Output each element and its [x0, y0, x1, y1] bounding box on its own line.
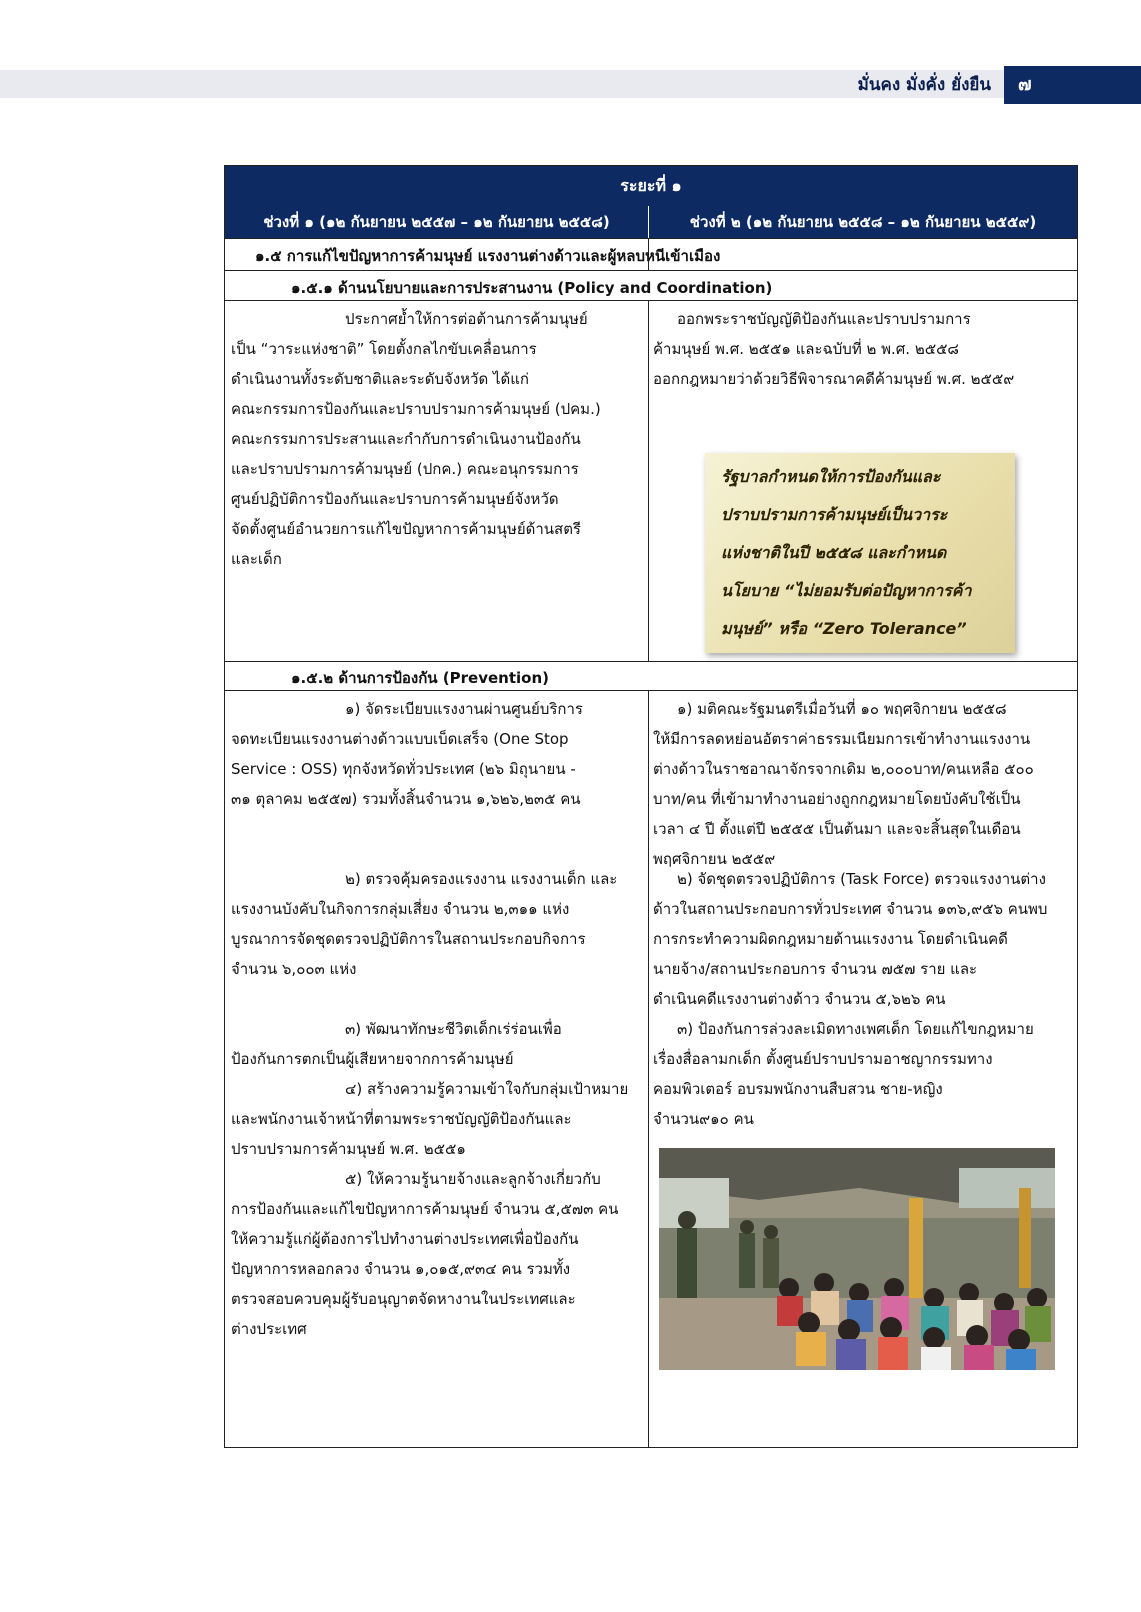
prevention-right-line: ด้าวในสถานประกอบการทั่วประเทศ จำนวน ๑๓๖,๙๕๖ คนพบ	[653, 900, 1048, 918]
policy-callout	[705, 453, 1015, 653]
callout-line: นโยบาย “ไม่ยอมรับต่อปัญหาการค้า	[721, 581, 972, 600]
prevention-right-line: เรื่องสื่อลามกเด็ก ตั้งศูนย์ปราบปรามอาชญากรรมทาง	[653, 1050, 993, 1068]
policy-left-line: ศูนย์ปฏิบัติการป้องกันและปราบการค้ามนุษย์จังหวัด	[231, 490, 559, 508]
prevention-left-line: ตรวจสอบควบคุมผู้รับอนุญาตจัดหางานในประเทศและ	[231, 1290, 576, 1308]
callout-line: แห่งชาติในปี ๒๕๕๘ และกำหนด	[721, 543, 947, 562]
policy-right-line: ออกพระราชบัญญัติป้องกันและปราบปรามการ	[677, 310, 971, 328]
policy-right-line: ออกกฎหมายว่าด้วยวิธีพิจารณาคดีค้ามนุษย์ พ.ศ. ๒๕๕๙	[653, 370, 1015, 388]
prevention-left-line: ๓๑ ตุลาคม ๒๕๕๗) รวมทั้งสิ้นจำนวน ๑,๖๒๖,๒๓๕ คน	[231, 790, 581, 808]
prevention-left-line: Service : OSS) ทุกจังหวัดทั่วประเทศ (๒๖ มิถุนายน -	[231, 760, 576, 778]
callout-line: มนุษย์” หรือ “Zero Tolerance”	[721, 619, 967, 638]
period1-header: ช่วงที่ ๑ (๑๒ กันยายน ๒๕๕๗ – ๑๒ กันยายน ๒๕๕๘)	[225, 206, 648, 238]
policy-left-line: และปราบปรามการค้ามนุษย์ (ปกค.) คณะอนุกรรมการ	[231, 460, 579, 478]
header-slogan: มั่นคง มั่งคั่ง ยั่งยืน	[857, 75, 991, 95]
prevention-left-line: ๓) พัฒนาทักษะชีวิตเด็กเร่ร่อนเพื่อ	[345, 1020, 562, 1038]
prevention-left-line: บูรณาการจัดชุดตรวจปฏิบัติการในสถานประกอบกิจการ	[231, 930, 586, 948]
policy-left-line: คณะกรรมการประสานและกำกับการดำเนินงานป้องกัน	[231, 430, 581, 448]
divider	[648, 690, 649, 1448]
prevention-right-line: ๒) จัดชุดตรวจปฏิบัติการ (Task Force) ตรวจแรงงานต่าง	[677, 870, 1046, 888]
rule	[225, 238, 1077, 239]
prevention-left-line: ปราบปรามการค้ามนุษย์ พ.ศ. ๒๕๕๑	[231, 1140, 466, 1158]
policy-right-line: ค้ามนุษย์ พ.ศ. ๒๕๕๑ และฉบับที่ ๒ พ.ศ. ๒๕๕๘	[653, 340, 960, 358]
prevention-right-line: ๓) ป้องกันการล่วงละเมิดทางเพศเด็ก โดยแก้ไขกฎหมาย	[677, 1020, 1034, 1038]
subsection-prevention-title: ๑.๕.๒ ด้านการป้องกัน (Prevention)	[291, 669, 549, 687]
prevention-left-line: ให้ความรู้แก่ผู้ต้องการไปทำงานต่างประเทศเพื่อป้องกัน	[231, 1230, 579, 1248]
prevention-left-line: ๑) จัดระเบียบแรงงานผ่านศูนย์บริการ	[345, 700, 583, 718]
prevention-left-line: แรงงานบังคับในกิจการกลุ่มเสี่ยง จำนวน ๒,๓๑๑ แห่ง	[231, 900, 570, 918]
prevention-right-line: ดำเนินคดีแรงงานต่างด้าว จำนวน ๕,๖๒๖ คน	[653, 990, 946, 1008]
prevention-left-line: ๕) ให้ความรู้นายจ้างและลูกจ้างเกี่ยวกับ	[345, 1170, 601, 1188]
rule	[225, 661, 1077, 662]
photo-workers-gathering	[659, 1148, 1055, 1370]
prevention-left-line: จดทะเบียนแรงงานต่างด้าวแบบเบ็ดเสร็จ (One Stop	[231, 730, 569, 748]
prevention-left-line: จำนวน ๖,๐๐๓ แห่ง	[231, 960, 357, 978]
prevention-left-line: และพนักงานเจ้าหน้าที่ตามพระราชบัญญัติป้องกันและ	[231, 1110, 572, 1128]
header-divider	[648, 206, 649, 238]
prevention-left-line: ปัญหาการหลอกลวง จำนวน ๑,๐๑๕,๙๓๔ คน รวมทั้ง	[231, 1260, 571, 1278]
policy-left-line: จัดตั้งศูนย์อำนวยการแก้ไขปัญหาการค้ามนุษย์ด้านสตรี	[231, 520, 581, 538]
callout-line: ปราบปรามการค้ามนุษย์เป็นวาระ	[721, 505, 948, 524]
rule	[225, 270, 1077, 271]
page-number: ๗	[1004, 66, 1141, 104]
policy-left-line: ดำเนินงานทั้งระดับชาติและระดับจังหวัด ได้แก่	[231, 370, 529, 388]
subsection-policy-title: ๑.๕.๑ ด้านนโยบายและการประสานงาน (Policy and Coordination)	[291, 279, 773, 297]
prevention-right-line: นายจ้าง/สถานประกอบการ จำนวน ๗๕๗ ราย และ	[653, 960, 978, 978]
prevention-left-line: การป้องกันและแก้ไขปัญหาการค้ามนุษย์ จำนวน ๕,๕๗๓ คน	[231, 1200, 619, 1218]
policy-left-line: คณะกรรมการป้องกันและปราบปรามการค้ามนุษย์ (ปคม.)	[231, 400, 601, 418]
policy-left-line: เป็น “วาระแห่งชาติ” โดยตั้งกลไกขับเคลื่อนการ	[231, 340, 537, 358]
rule	[225, 690, 1077, 691]
prevention-left-line: ต่างประเทศ	[231, 1320, 307, 1338]
divider	[648, 300, 649, 661]
rule	[225, 300, 1077, 301]
prevention-right-line: ต่างด้าวในราชอาณาจักรจากเดิม ๒,๐๐๐บาท/คนเหลือ ๕๐๐	[653, 760, 1034, 778]
prevention-right-line: พฤศจิกายน ๒๕๕๙	[653, 850, 776, 868]
prevention-right-line: จำนวน๙๑๐ คน	[653, 1110, 754, 1128]
prevention-left-line: ป้องกันการตกเป็นผู้เสียหายจากการค้ามนุษย์	[231, 1050, 514, 1068]
callout-line: รัฐบาลกำหนดให้การป้องกันและ	[721, 467, 941, 486]
period2-header: ช่วงที่ ๒ (๑๒ กันยายน ๒๕๕๘ – ๑๒ กันยายน ๒๕๕๙)	[649, 206, 1077, 238]
prevention-left-line: ๔) สร้างความรู้ความเข้าใจกับกลุ่มเป้าหมาย	[345, 1080, 629, 1098]
policy-left-line: ประกาศย้ำให้การต่อต้านการค้ามนุษย์	[345, 310, 588, 328]
prevention-left-line: ๒) ตรวจคุ้มครองแรงงาน แรงงานเด็ก และ	[345, 870, 618, 888]
prevention-right-line: ให้มีการลดหย่อนอัตราค่าธรรมเนียมการเข้าทำงานแรงงาน	[653, 730, 1031, 748]
prevention-right-line: การกระทำความผิดกฎหมายด้านแรงงาน โดยดำเนินคดี	[653, 930, 1008, 948]
prevention-right-line: ๑) มติคณะรัฐมนตรีเมื่อวันที่ ๑๐ พฤศจิกายน ๒๕๕๘	[677, 700, 1007, 718]
prevention-right-line: บาท/คน ที่เข้ามาทำงานอย่างถูกกฎหมายโดยบังคับใช้เป็น	[653, 790, 1021, 808]
section-title: ๑.๕ การแก้ไขปัญหาการค้ามนุษย์ แรงงานต่างด้าวและผู้หลบหนีเข้าเมือง	[255, 247, 721, 265]
prevention-right-line: คอมพิวเตอร์ อบรมพนักงานสืบสวน ชาย-หญิง	[653, 1080, 943, 1098]
policy-left-line: และเด็ก	[231, 550, 282, 568]
prevention-right-line: เวลา ๔ ปี ตั้งแต่ปี ๒๕๕๕ เป็นต้นมา และจะสิ้นสุดในเดือน	[653, 820, 1021, 838]
content-table	[224, 165, 1078, 1448]
phase-title: ระยะที่ ๑	[225, 166, 1077, 206]
